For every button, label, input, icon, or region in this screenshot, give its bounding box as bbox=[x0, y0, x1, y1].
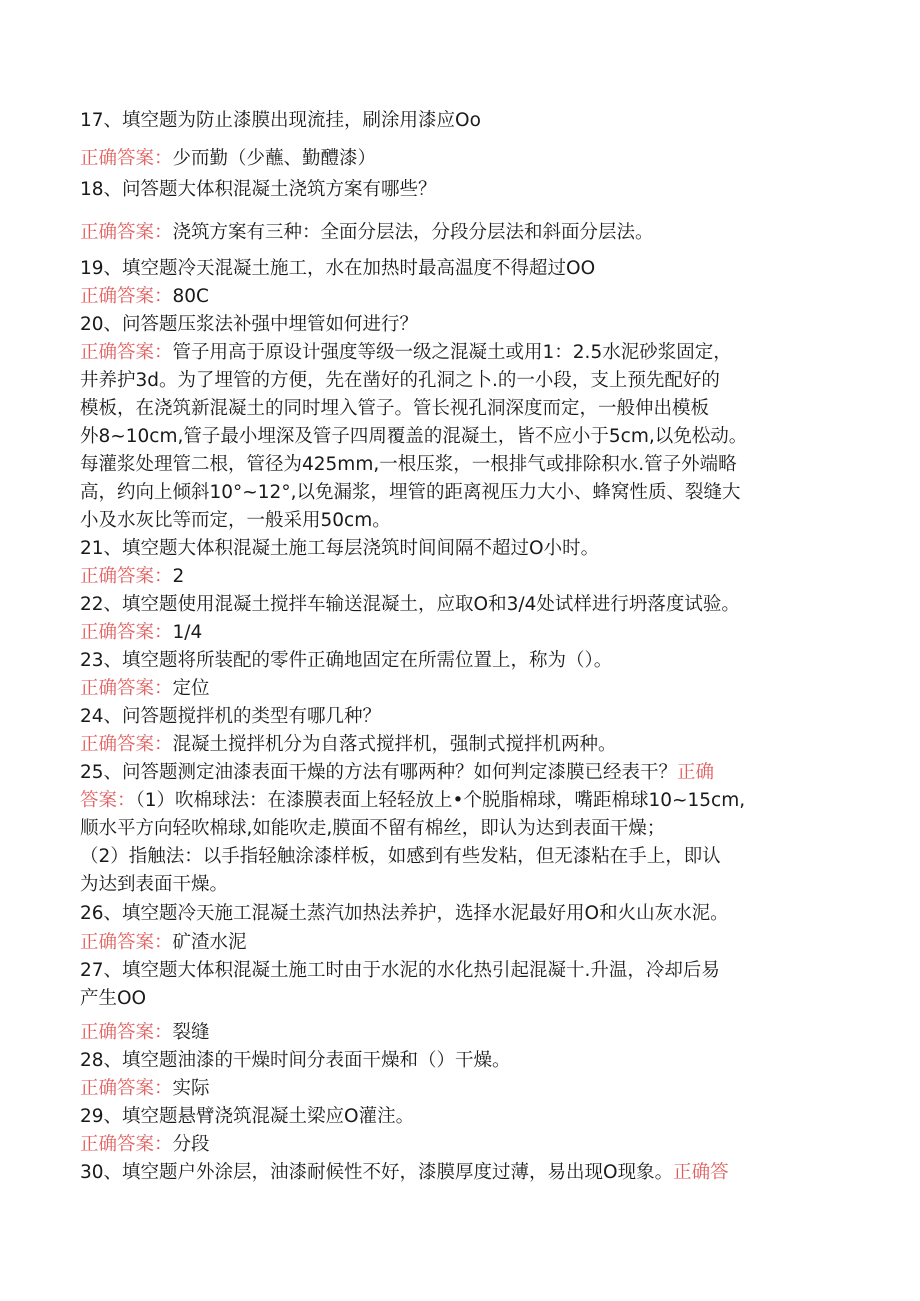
text-line bbox=[80, 704, 840, 730]
line-text: 分段 bbox=[172, 1134, 210, 1155]
line-text: （2）指触法：以手指轻触涂漆样板，如感到有些发粘，但无漆粘在手上，即认 bbox=[80, 846, 721, 867]
answer-label: 正确答案： bbox=[80, 148, 173, 169]
text-line bbox=[80, 256, 840, 282]
line-text: 2 bbox=[172, 566, 185, 587]
text-line bbox=[80, 1132, 840, 1158]
line-text: 顺水平方向轻吹棉球,如能吹走,膜面不留有棉丝，即认为达到表面干燥； bbox=[80, 818, 666, 839]
line-text: 24、问答题搅拌机的类型有哪几种？ bbox=[80, 706, 382, 727]
answer-label: 正确答案： bbox=[80, 622, 173, 643]
answer-label: 答案： bbox=[80, 790, 136, 811]
answer-label: 正确答案： bbox=[80, 1134, 173, 1155]
line-text: 外8~10cm,管子最小埋深及管子四周覆盖的混凝土，皆不应小于5cm,以免松动。 bbox=[80, 426, 748, 447]
text-line bbox=[80, 452, 840, 478]
text-line bbox=[80, 592, 840, 618]
text-line bbox=[80, 424, 840, 450]
answer-label: 正确答 bbox=[673, 1162, 729, 1183]
text-line bbox=[80, 508, 840, 534]
text-line bbox=[80, 312, 840, 338]
line-text: 定位 bbox=[172, 678, 210, 699]
text-line bbox=[80, 368, 840, 394]
text-line bbox=[80, 816, 840, 842]
text-line bbox=[80, 1104, 840, 1130]
text-line bbox=[80, 732, 840, 758]
line-text: 小及水灰比等而定，一般采用50cm。 bbox=[80, 510, 391, 531]
line-text: 27、填空题大体积混凝土施工时由于水泥的水化热引起混凝十.升温，冷却后易 bbox=[80, 960, 720, 981]
line-text: 模板，在浇筑新混凝土的同时埋入管子。管长视孔洞深度而定，一般伸出模板 bbox=[80, 398, 710, 419]
line-text: 18、问答题大体积混凝土浇筑方案有哪些？ bbox=[80, 179, 437, 200]
text-line bbox=[80, 872, 840, 898]
line-text: 浇筑方案有三种：全面分层法，分段分层法和斜面分层法。 bbox=[172, 222, 654, 243]
answer-label: 正确答案： bbox=[80, 734, 173, 755]
answer-label: 正确答案： bbox=[80, 342, 173, 363]
answer-label: 正确答案： bbox=[80, 1078, 173, 1099]
line-text: 裂缝 bbox=[172, 1022, 210, 1043]
text-line bbox=[80, 676, 840, 702]
answer-label: 正确答案： bbox=[80, 678, 173, 699]
line-text: 26、填空题冷天施工混凝土蒸汽加热法养护，选择水泥最好用O和火山灰水泥。 bbox=[80, 903, 729, 924]
line-text: 井养护3d。为了埋管的方便，先在凿好的孔洞之卜.的一小段，支上预先配好的 bbox=[80, 370, 720, 391]
line-text: 30、填空题户外涂层，油漆耐候性不好，漆膜厚度过薄，易出现O现象。 bbox=[80, 1162, 674, 1183]
line-text: 每灌浆处理管二根，管径为425mm,一根压浆，一根排气或排除积水.管子外端略 bbox=[80, 454, 737, 475]
answer-label: 正确 bbox=[677, 762, 715, 783]
answer-label: 正确答案： bbox=[80, 566, 173, 587]
line-text: 19、填空题冷天混凝土施工，水在加热时最高温度不得超过OO bbox=[80, 258, 596, 279]
text-line bbox=[80, 986, 840, 1012]
text-line bbox=[80, 284, 840, 310]
line-text: 实际 bbox=[172, 1078, 210, 1099]
text-line bbox=[80, 108, 840, 134]
text-line bbox=[80, 648, 840, 674]
line-text: 混凝土搅拌机分为自落式搅拌机，强制式搅拌机两种。 bbox=[172, 734, 617, 755]
line-text: （1）吹棉球法：在漆膜表面上轻轻放上•个脱脂棉球，嘴距棉球10~15cm, bbox=[135, 790, 746, 811]
text-line bbox=[80, 844, 840, 870]
line-text: 29、填空题悬臂浇筑混凝土梁应O灌注。 bbox=[80, 1106, 415, 1127]
text-line bbox=[80, 1160, 840, 1186]
text-line bbox=[80, 760, 840, 786]
line-text: 管子用高于原设计强度等级一级之混凝土或用1：2.5水泥砂浆固定， bbox=[172, 342, 732, 363]
text-line bbox=[80, 340, 840, 366]
text-line bbox=[80, 788, 840, 814]
answer-label: 正确答案： bbox=[80, 286, 173, 307]
text-line bbox=[80, 1048, 840, 1074]
answer-label: 正确答案： bbox=[80, 1022, 173, 1043]
text-line bbox=[80, 930, 840, 956]
line-text: 矿渣水泥 bbox=[172, 932, 247, 953]
line-text: 少而勤（少蘸、勤醴漆） bbox=[172, 148, 377, 169]
answer-label: 正确答案： bbox=[80, 222, 173, 243]
line-text: 20、问答题压浆法补强中埋管如何进行？ bbox=[80, 314, 419, 335]
line-text: 1/4 bbox=[172, 622, 203, 643]
line-text: 高，约向上倾斜10°~12°,以免漏浆，埋管的距离视压力大小、蜂窝性质、裂缝大 bbox=[80, 482, 741, 503]
answer-label: 正确答案： bbox=[80, 932, 173, 953]
text-line bbox=[80, 146, 840, 172]
text-line bbox=[80, 564, 840, 590]
text-line bbox=[80, 177, 840, 203]
text-line bbox=[80, 396, 840, 422]
text-line bbox=[80, 958, 840, 984]
text-line bbox=[80, 1020, 840, 1046]
text-line bbox=[80, 536, 840, 562]
line-text: 28、填空题油漆的干燥时间分表面干燥和（）干燥。 bbox=[80, 1050, 511, 1071]
text-line bbox=[80, 480, 840, 506]
line-text: 21、填空题大体积混凝土施工每层浇筑时间间隔不超过O小时。 bbox=[80, 538, 600, 559]
line-text: 80C bbox=[172, 286, 209, 307]
text-line bbox=[80, 1076, 840, 1102]
line-text: 17、填空题为防止漆膜出现流挂，刷涂用漆应Oo bbox=[80, 110, 481, 131]
line-text: 23、填空题将所装配的零件正确地固定在所需位置上，称为（）。 bbox=[80, 650, 613, 671]
text-line bbox=[80, 220, 840, 246]
line-text: 为达到表面干燥。 bbox=[80, 874, 229, 895]
text-line bbox=[80, 901, 840, 927]
line-text: 25、问答题测定油漆表面干燥的方法有哪两种？如何判定漆膜已经表干？ bbox=[80, 762, 678, 783]
line-text: 22、填空题使用混凝土搅拌车输送混凝土，应取O和3/4处试样进行坍落度试验。 bbox=[80, 594, 740, 615]
line-text: 产生OO bbox=[80, 988, 147, 1009]
text-line bbox=[80, 620, 840, 646]
